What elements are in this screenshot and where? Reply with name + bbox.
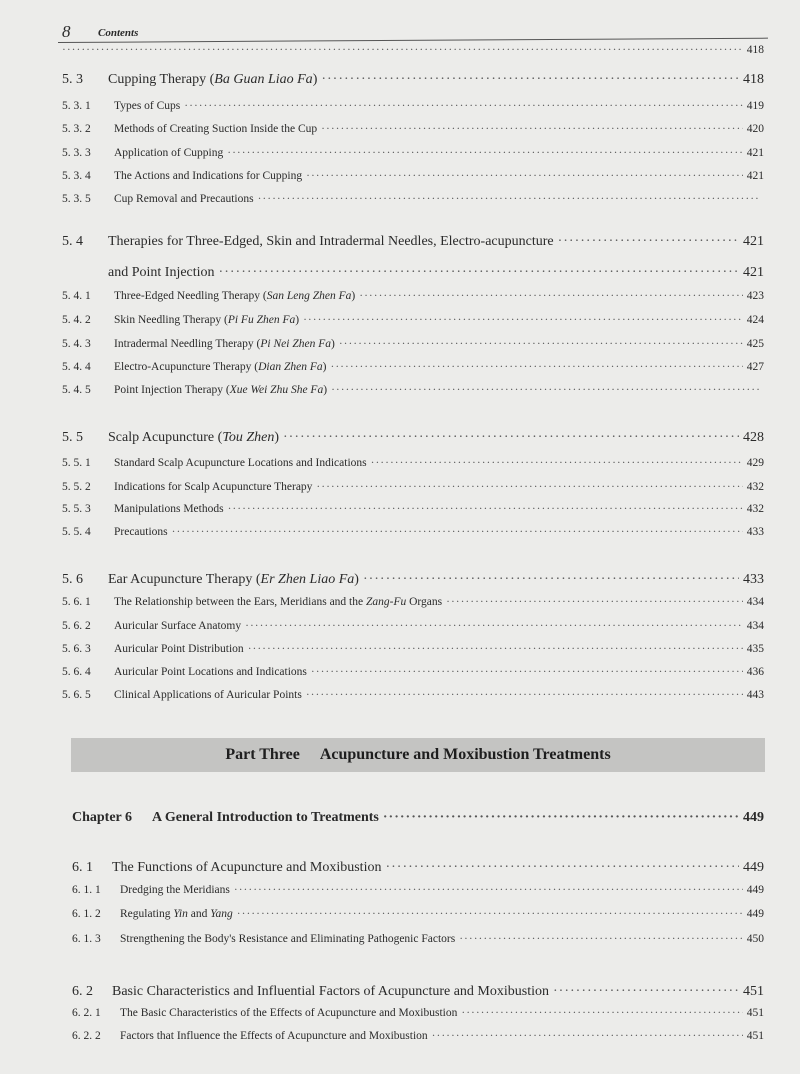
toc-title: Electro-Acupuncture Therapy (Dian Zhen Fa)	[114, 361, 327, 373]
leader-dots	[234, 884, 743, 896]
toc-title: Skin Needling Therapy (Pi Fu Zhen Fa)	[114, 314, 300, 326]
leader-dots	[306, 689, 743, 701]
toc-number: 6. 1. 2	[72, 908, 101, 920]
toc-page-ref: 451	[743, 984, 764, 999]
leader-dots	[331, 384, 760, 396]
toc-item-row	[62, 170, 764, 182]
leader-dots	[321, 123, 743, 135]
toc-page-ref: 450	[746, 933, 764, 945]
toc-continuation-row	[62, 44, 764, 56]
toc-item-row	[62, 620, 764, 632]
leader-dots	[248, 643, 743, 655]
toc-number: 5. 3. 3	[62, 147, 91, 159]
toc-number: 6. 1. 1	[72, 884, 101, 896]
leader-dots	[558, 234, 739, 250]
toc-title: A General Introduction to Treatments	[152, 810, 379, 825]
toc-item-row	[72, 908, 764, 920]
toc-title: Ear Acupuncture Therapy (Er Zhen Liao Fa)	[108, 572, 359, 587]
toc-page-ref: 420	[746, 123, 764, 135]
toc-pinyin: Ba Guan Liao Fa	[214, 72, 313, 87]
toc-page-ref: 433	[743, 572, 764, 587]
toc-pinyin: Dian Zhen Fa	[258, 361, 323, 373]
toc-section-row	[72, 860, 764, 876]
toc-item-row	[62, 666, 764, 678]
leader-dots	[331, 361, 743, 373]
toc-item-row	[62, 100, 764, 112]
toc-pinyin: Yin	[173, 908, 188, 920]
toc-page-ref: 428	[743, 430, 764, 445]
toc-page-ref: 421	[746, 170, 764, 182]
toc-title: Precautions	[114, 526, 168, 538]
toc-title: Strengthening the Body's Resistance and Eliminating Pathogenic Factors	[120, 933, 456, 945]
toc-item-row	[72, 1030, 764, 1042]
toc-page-ref: 449	[746, 908, 764, 920]
toc-title: Cup Removal and Precautions	[114, 193, 254, 205]
toc-number: 5. 6. 1	[62, 596, 91, 608]
toc-number: 5. 3. 5	[62, 193, 91, 205]
toc-pinyin: Pi Fu Zhen Fa	[227, 314, 296, 326]
running-head	[62, 22, 762, 46]
toc-page-ref: 434	[746, 596, 764, 608]
leader-dots	[245, 620, 743, 632]
toc-title: The Actions and Indications for Cupping	[114, 170, 303, 182]
toc-title: Auricular Point Locations and Indications	[114, 666, 307, 678]
toc-title: Cupping Therapy (Ba Guan Liao Fa)	[108, 72, 318, 87]
toc-title: The Basic Characteristics of the Effects of Acupuncture and Moxibustion	[120, 1007, 458, 1019]
toc-number: 5. 3. 4	[62, 170, 91, 182]
toc-item-row	[62, 338, 764, 350]
toc-page-ref: 429	[746, 457, 764, 469]
toc-item-row	[72, 1007, 764, 1019]
toc-page-ref: 421	[743, 234, 764, 249]
toc-number: 5. 6. 4	[62, 666, 91, 678]
toc-item-row	[62, 361, 764, 373]
toc-number: 6. 1. 3	[72, 933, 101, 945]
toc-pinyin: Tou Zhen	[222, 430, 275, 445]
toc-number: 5. 5. 4	[62, 526, 91, 538]
toc-title: The Functions of Acupuncture and Moxibustion	[112, 860, 382, 875]
toc-item-row	[62, 384, 764, 396]
leader-dots	[237, 908, 743, 920]
toc-pinyin: Pi Nei Zhen Fa	[260, 338, 331, 350]
toc-number: 5. 6. 3	[62, 643, 91, 655]
toc-number: 5. 6. 2	[62, 620, 91, 632]
toc-section-row	[62, 234, 764, 250]
toc-number: 5. 4. 5	[62, 384, 91, 396]
part-label: Part Three	[225, 746, 300, 763]
leader-dots	[383, 810, 739, 826]
toc-title: Auricular Surface Anatomy	[114, 620, 242, 632]
toc-page-ref: 423	[746, 290, 764, 302]
leader-dots	[432, 1030, 743, 1042]
toc-item-row	[62, 689, 764, 701]
page-number: 8	[62, 22, 71, 41]
toc-section-row	[72, 984, 764, 1000]
toc-number: 5. 4. 2	[62, 314, 91, 326]
toc-number: 5. 3. 2	[62, 123, 91, 135]
leader-dots	[359, 290, 743, 302]
leader-dots	[461, 1007, 742, 1019]
toc-title: Regulating Yin and Yang	[120, 908, 233, 920]
toc-title: Intradermal Needling Therapy (Pi Nei Zhen Fa)	[114, 338, 335, 350]
leader-dots	[303, 314, 743, 326]
toc-title: Scalp Acupuncture (Tou Zhen)	[108, 430, 279, 445]
toc-pinyin: Yang	[210, 908, 233, 920]
toc-page-ref: 449	[746, 884, 764, 896]
toc-number: 6. 1	[72, 860, 93, 875]
toc-item-row	[72, 933, 764, 945]
toc-page-ref: 436	[746, 666, 764, 678]
toc-item-row	[62, 123, 764, 135]
toc-title: Methods of Creating Suction Inside the Cup	[114, 123, 318, 135]
toc-number: 5. 5. 2	[62, 481, 91, 493]
leader-dots	[321, 72, 739, 88]
leader-dots	[553, 984, 739, 1000]
toc-item-row	[62, 526, 764, 538]
toc-number: 5. 5. 1	[62, 457, 91, 469]
leader-dots	[283, 430, 739, 446]
toc-number: 6. 2	[72, 984, 93, 999]
toc-page-ref: 425	[746, 338, 764, 350]
leader-dots	[311, 666, 743, 678]
toc-page-ref: 427	[746, 361, 764, 373]
toc-title: Indications for Scalp Acupuncture Therapy	[114, 481, 313, 493]
toc-item-row	[62, 643, 764, 655]
leader-dots	[459, 933, 743, 945]
toc-page-ref: 451	[746, 1007, 764, 1019]
toc-item-row	[62, 596, 764, 608]
toc-title: Standard Scalp Acupuncture Locations and Indications	[114, 457, 367, 469]
toc-number: 5. 4. 1	[62, 290, 91, 302]
toc-title: Types of Cups	[114, 100, 181, 112]
toc-section-row	[62, 572, 764, 588]
toc-number: 6. 2. 2	[72, 1030, 101, 1042]
toc-number: 6. 2. 1	[72, 1007, 101, 1019]
toc-item-row	[62, 290, 764, 302]
toc-pinyin: Er Zhen Liao Fa	[260, 572, 355, 587]
toc-page-ref: 424	[746, 314, 764, 326]
toc-page-ref: 449	[743, 860, 764, 875]
toc-number: 5. 4. 4	[62, 361, 91, 373]
toc-page-ref: 435	[746, 643, 764, 655]
leader-dots	[258, 193, 760, 205]
toc-page-ref: 449	[743, 810, 764, 825]
toc-title: and Point Injection	[108, 265, 215, 280]
toc-item-row	[62, 457, 764, 469]
toc-title: Application of Cupping	[114, 147, 224, 159]
toc-pinyin: Zang-Fu	[365, 596, 407, 608]
toc-number: 5. 6	[62, 572, 83, 587]
toc-page-ref: 432	[746, 481, 764, 493]
leader-dots	[385, 860, 739, 876]
leader-dots	[446, 596, 743, 608]
toc-page-ref: 451	[746, 1030, 764, 1042]
toc-item-row	[62, 503, 764, 515]
toc-item-row	[62, 147, 764, 159]
leader-dots	[227, 147, 743, 159]
leader-dots	[228, 503, 743, 515]
toc-page-ref: 433	[746, 526, 764, 538]
toc-title: Auricular Point Distribution	[114, 643, 244, 655]
toc-number: 5. 4	[62, 234, 83, 249]
toc-page-ref: 418	[743, 72, 764, 87]
toc-item-row	[72, 884, 764, 896]
toc-page-ref: 418	[746, 44, 764, 56]
toc-pinyin: Xue Wei Zhu She Fa	[229, 384, 324, 396]
toc-item-row	[62, 193, 764, 205]
toc-number: 5. 3. 1	[62, 100, 91, 112]
leader-dots	[184, 100, 742, 112]
toc-page-ref: 421	[743, 265, 764, 280]
toc-number: 5. 3	[62, 72, 83, 87]
leader-dots	[363, 572, 739, 588]
toc-item-row	[62, 481, 764, 493]
toc-title: Clinical Applications of Auricular Points	[114, 689, 302, 701]
running-head-title: Contents	[98, 27, 139, 39]
toc-section-continued-row	[62, 265, 764, 281]
toc-title: Manipulations Methods	[114, 503, 224, 515]
leader-dots	[172, 526, 743, 538]
leader-dots	[316, 481, 742, 493]
toc-chapter-row	[72, 810, 764, 826]
toc-section-row	[62, 430, 764, 446]
toc-number: 5. 5. 3	[62, 503, 91, 515]
toc-title: Factors that Influence the Effects of Acupuncture and Moxibustion	[120, 1030, 428, 1042]
toc-pinyin: San Leng Zhen Fa	[266, 290, 352, 302]
toc-page-ref: 434	[746, 620, 764, 632]
leader-dots	[306, 170, 743, 182]
toc-page-ref: 421	[746, 147, 764, 159]
toc-number: 5. 5	[62, 430, 83, 445]
leader-dots	[339, 338, 743, 350]
toc-title: Basic Characteristics and Influential Factors of Acupuncture and Moxibustion	[112, 984, 550, 999]
toc-section-row	[62, 72, 764, 88]
toc-title: Therapies for Three-Edged, Skin and Intradermal Needles, Electro-acupuncture	[108, 234, 554, 249]
toc-title: Point Injection Therapy (Xue Wei Zhu She Fa)	[114, 384, 328, 396]
toc-item-row	[62, 314, 764, 326]
leader-dots	[219, 265, 739, 281]
toc-number: 5. 4. 3	[62, 338, 91, 350]
toc-title: The Relationship between the Ears, Meridians and the Zang-Fu Organs	[114, 596, 443, 608]
toc-page-ref: 419	[746, 100, 764, 112]
toc-title: Dredging the Meridians	[120, 884, 230, 896]
toc-page-ref: 432	[746, 503, 764, 515]
toc-title: Three-Edged Needling Therapy (San Leng Zhen Fa)	[114, 290, 356, 302]
toc-number: Chapter 6	[72, 810, 133, 825]
leader-dots	[62, 44, 743, 56]
toc-number: 5. 6. 5	[62, 689, 91, 701]
part-title: Acupuncture and Moxibustion Treatments	[319, 746, 611, 763]
part-banner	[71, 738, 765, 772]
toc-page-ref: 443	[746, 689, 764, 701]
leader-dots	[371, 457, 743, 469]
